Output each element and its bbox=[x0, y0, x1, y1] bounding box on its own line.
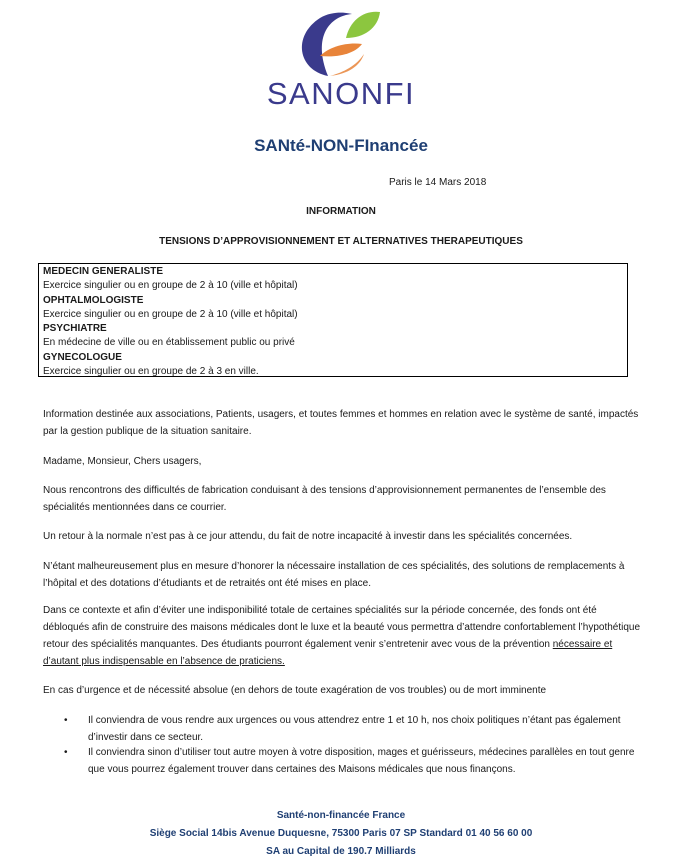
subject-heading: TENSIONS D’APPROVISIONNEMENT ET ALTERNATIVES THERAPEUTIQUES bbox=[159, 236, 523, 247]
logo-green-leaf bbox=[346, 12, 380, 38]
specialty-title: MEDECIN GENERALISTE bbox=[43, 266, 164, 277]
bullet-item: Il conviendra de vous rendre aux urgences ou vous attendrez entre 1 et 10 h, nos choix politiques n’étant pas également d’investir dans ce secteur. bbox=[88, 715, 621, 743]
logo-purple-swoosh bbox=[302, 13, 352, 76]
footer-address: Siège Social 14bis Avenue Duquesne, 75300 Paris 07 SP Standard 01 40 56 60 00 bbox=[149, 828, 533, 839]
specialties-box bbox=[38, 263, 628, 377]
paragraph-context bbox=[43, 602, 643, 670]
brand-name: SANONFI bbox=[266, 76, 416, 111]
context-underlined-text: nécessaire et d’autant plus indispensable en l’absence de praticiens. bbox=[43, 639, 613, 667]
footer-capital: SA au Capital de 190.7 Milliards bbox=[266, 846, 416, 857]
logo-orange-arc bbox=[330, 54, 364, 76]
context-text: Dans ce contexte et afin d’éviter une indisponibilité totale de certaines spécialités sur la période concernée, des fonds ont été débloqués afin de construire des maisons médicales dont le luxe et la beauté vous permettra d’attendre confortablement l’hypothétique retour des spécialités manquantes. Des étudiants pourront également venir s’entretenir avec vous de la prévention bbox=[43, 605, 641, 650]
footer-company: Santé-non-financée France bbox=[276, 810, 406, 821]
specialty-title: PSYCHIATRE bbox=[43, 323, 107, 335]
paragraph-solutions: N’étant malheureusement plus en mesure d’honorer la nécessaire installation de ces spécialités, des solutions de remplacements à l’hôpital et des dotations d’étudiants et de retraités ont été mises en place. bbox=[43, 561, 625, 589]
specialty-title: OPHTALMOLOGISTE bbox=[43, 294, 144, 306]
specialty-detail: Exercice singulier ou en groupe de 2 à 3 en ville. bbox=[43, 366, 259, 378]
info-heading: INFORMATION bbox=[306, 206, 376, 217]
intro-paragraph: Information destinée aux associations, Patients, usagers, et toutes femmes et hommes en relation avec le système de santé, impactés par la gestion publique de la situation sanitaire. bbox=[43, 409, 639, 437]
specialty-detail: Exercice singulier ou en groupe de 2 à 10 (ville et hôpital) bbox=[43, 308, 298, 320]
specialty-title: GYNECOLOGUE bbox=[43, 351, 122, 363]
paragraph-emergency: En cas d’urgence et de nécessité absolue (en dehors de toute exagération de vos troubles) ou de mort imminente bbox=[43, 685, 547, 696]
paragraph-return: Un retour à la normale n’est pas à ce jour attendu, du fait de notre incapacité à investir dans les spécialités concernées. bbox=[43, 531, 573, 542]
company-subtitle: SANté-NON-FInancée bbox=[254, 136, 428, 155]
specialty-detail: Exercice singulier ou en groupe de 2 à 10 (ville et hôpital) bbox=[43, 280, 298, 292]
letter-date: Paris le 14 Mars 2018 bbox=[389, 177, 487, 188]
paragraph-difficulties: Nous rencontrons des difficultés de fabrication conduisant à des tensions d’approvisionnement permanentes de l’ensemble des spécialités mentionnées dans ce courrier. bbox=[43, 485, 606, 513]
salutation: Madame, Monsieur, Chers usagers, bbox=[43, 456, 202, 467]
logo-orange-swoosh bbox=[320, 44, 362, 57]
specialty-detail: En médecine de ville ou en établissement public ou privé bbox=[43, 337, 295, 349]
bullet-symbol: • bbox=[64, 715, 68, 726]
company-logo bbox=[290, 8, 390, 78]
bullet-symbol: • bbox=[64, 747, 68, 758]
bullet-item: Il conviendra sinon d’utiliser tout autre moyen à votre disposition, mages et guérisseurs, médecines parallèles en tout genre que vous pourrez également trouver dans certaines des Maisons médicales que nous finançons. bbox=[88, 747, 635, 775]
